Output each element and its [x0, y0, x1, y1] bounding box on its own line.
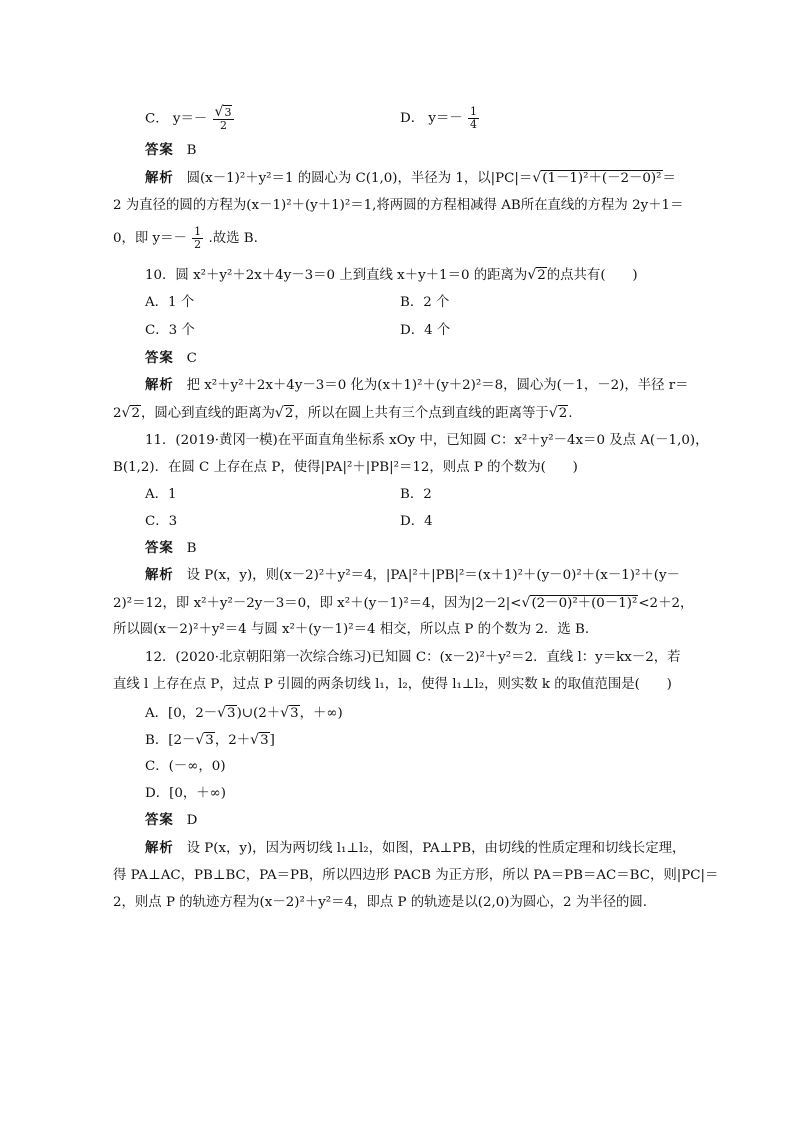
analysis-text: ＝ [662, 171, 676, 186]
q11-option-c: C．3 [145, 514, 178, 529]
analysis-label: 解析 [145, 378, 174, 393]
analysis-text: ，所以在圆上共有三个点到直线的距离等于 [294, 406, 549, 421]
analysis-text: 圆(x－1)²＋y²＝1 的圆心为 C(1,0)，半径为 1，以|PC|＝ [186, 171, 533, 186]
q10-option-b: B．2 个 [400, 295, 450, 310]
analysis-label: 解析 [145, 171, 174, 186]
option-text: )∪(2＋ [236, 706, 281, 721]
q11-option-d: D．4 [400, 514, 433, 529]
analysis-text: 0，即 y＝－ [113, 231, 187, 246]
q10-option-a: A．1 个 [145, 295, 195, 310]
sqrt-expression: 2 [131, 406, 140, 421]
sqrt-expression: 3 [290, 706, 299, 721]
q10-option-d: D．4 个 [400, 323, 451, 338]
fraction-numerator: 3 [224, 106, 232, 119]
q11-stem-line1: 11．(2019·黄冈一模)在平面直角坐标系 xOy 中，已知圆 C：x²＋y²－4x＝0 及点 A(－1,0)， [145, 433, 709, 448]
q10-analysis-line2: 2√2，圆心到直线的距离为√2，所以在圆上共有三个点到直线的距离等于√2. [113, 405, 573, 421]
question-text: 10．圆 x²＋y²＋2x＋4y－3＝0 上到直线 x＋y＋1＝0 的距离为 [145, 268, 528, 283]
analysis-text: <2＋2， [638, 596, 694, 611]
analysis-text: . [568, 406, 573, 421]
answer-label: 答案 [145, 813, 174, 828]
sqrt-expression: (1－1)²＋(－2－0)² [542, 171, 662, 186]
q11-option-a: A．1 [145, 487, 177, 502]
q11-stem-line2: B(1,2)．在圆 C 上存在点 P，使得|PA|²＋|PB|²＝12，则点 P 的个数为( ) [113, 460, 578, 475]
fraction-numerator: 1 [470, 105, 478, 118]
option-text: y＝－ [428, 111, 463, 126]
q11-analysis-line2: 2)²＝12，即 x²＋y²－2y－3＝0，即 x²＋(y－1)²＝4，因为|2－2|<√(2－0)²＋(0－1)²<2＋2， [113, 595, 694, 611]
option-text: A．[0，2－ [145, 706, 218, 721]
option-text: B．[2－ [145, 733, 196, 748]
fraction-denominator: 4 [470, 118, 478, 131]
sqrt-expression: (2－0)²＋(0－1)² [531, 596, 638, 611]
answer-value: B [186, 541, 197, 556]
fraction-denominator: 2 [194, 238, 202, 251]
q11-answer [145, 539, 196, 559]
answer-label: 答案 [145, 143, 174, 158]
q9-option-d [400, 106, 480, 131]
q9-analysis-line3 [113, 226, 258, 251]
q12-stem-line1: 12．(2020·北京朝阳第一次综合练习)已知圆 C：(x－2)²＋y²＝2．直线 l：y＝kx－2，若 [145, 650, 681, 665]
q11-option-b: B．2 [400, 487, 432, 502]
answer-value: D [186, 813, 198, 828]
analysis-label: 解析 [145, 568, 174, 583]
question-text: 的点共有( ) [546, 268, 638, 283]
fraction: $\frac{√3}{2}$ [213, 106, 235, 132]
q11-analysis-line3: 所以圆(x－2)²＋y²＝4 与圆 x²＋(y－1)²＝4 相交，所以点 P 的个数为 2．选 B. [113, 622, 590, 637]
option-text: ] [269, 733, 275, 748]
q12-option-c: C．(－∞，0) [145, 759, 226, 774]
sqrt-expression: 2 [284, 406, 294, 421]
q12-analysis-line2: 得 PA⊥AC，PB⊥BC，PA＝PB，所以四边形 PACB 为正方形，所以 PA＝PB＝AC＝BC，则|PC|＝ [113, 868, 719, 883]
option-text: y＝－ [172, 111, 208, 127]
analysis-text: 把 x²＋y²＋2x＋4y－3＝0 化为(x＋1)²＋(y＋2)²＝8，圆心为(－1，－2)，半径 r＝ [186, 378, 689, 393]
sqrt-expression: 2 [537, 268, 546, 283]
sqrt-expression: 2 [558, 406, 568, 421]
analysis-text: 2 [113, 406, 122, 421]
option-text: ，＋∞) [299, 706, 343, 721]
answer-value: C [186, 351, 197, 366]
fraction-numerator: 1 [194, 225, 202, 238]
fraction-denominator: 2 [219, 119, 227, 132]
q9-analysis-line2: 2 为直径的圆的方程为(x－1)²＋(y＋1)²＝1,将两圆的方程相减得 AB所在直线的方程为 2y＋1＝ [113, 198, 684, 213]
fraction [192, 226, 203, 251]
q10-analysis-line1 [145, 376, 689, 396]
q12-option-b: B．[2－√3，2＋√3] [145, 732, 275, 748]
sqrt-expression: 3 [260, 733, 269, 748]
analysis-label: 解析 [145, 841, 174, 856]
fraction [468, 106, 479, 131]
analysis-text: 2)²＝12，即 x²＋y²－2y－3＝0，即 x²＋(y－1)²＝4，因为|2－2|< [113, 596, 522, 611]
q12-answer [145, 811, 197, 831]
q12-option-d: D．[0，＋∞) [145, 786, 227, 801]
sqrt-expression: 3 [205, 733, 214, 748]
q10-answer [145, 349, 197, 369]
q9-answer [145, 141, 196, 161]
analysis-text: 设 P(x，y)，则(x－2)²＋y²＝4，|PA|²＋|PB|²＝(x＋1)²＋(y－0)²＋(x－1)²＋(y－ [186, 568, 680, 583]
q11-analysis-line1 [145, 566, 680, 586]
q12-analysis-line3: 2，则点 P 的轨迹方程为(x－2)²＋y²＝4，即点 P 的轨迹是以(2,0)为圆心，2 为半径的圆. [113, 895, 648, 910]
sqrt-expression: 3 [227, 706, 236, 721]
option-label: D． [400, 111, 425, 126]
option-label: C． [145, 111, 169, 127]
option-text: ，2＋ [214, 733, 251, 748]
answer-value: B [186, 143, 197, 158]
q12-analysis-line1 [145, 839, 685, 859]
q9-option-c [145, 106, 235, 132]
q10-option-c: C．3 个 [145, 323, 195, 338]
analysis-text: ，圆心到直线的距离为 [140, 406, 275, 421]
analysis-text: .故选 B. [208, 231, 258, 246]
answer-label: 答案 [145, 351, 174, 366]
answer-label: 答案 [145, 541, 174, 556]
q12-stem-line2: 直线 l 上存在点 P，过点 P 引圆的两条切线 l₁，l₂，使得 l₁⊥l₂，则实数 k 的取值范围是( ) [113, 677, 672, 692]
q9-analysis-line1: 解析 圆(x－1)²＋y²＝1 的圆心为 C(1,0)，半径为 1，以|PC|＝√(1－1)²＋(－2－0)²＝ [145, 170, 676, 186]
q12-option-a: A．[0，2－√3)∪(2＋√3，＋∞) [145, 705, 343, 721]
q10-stem: 10．圆 x²＋y²＋2x＋4y－3＝0 上到直线 x＋y＋1＝0 的距离为√2的点共有( ) [145, 267, 638, 283]
analysis-text: 设 P(x，y)，因为两切线 l₁⊥l₂，如图，PA⊥PB，由切线的性质定理和切线长定理， [186, 841, 686, 856]
